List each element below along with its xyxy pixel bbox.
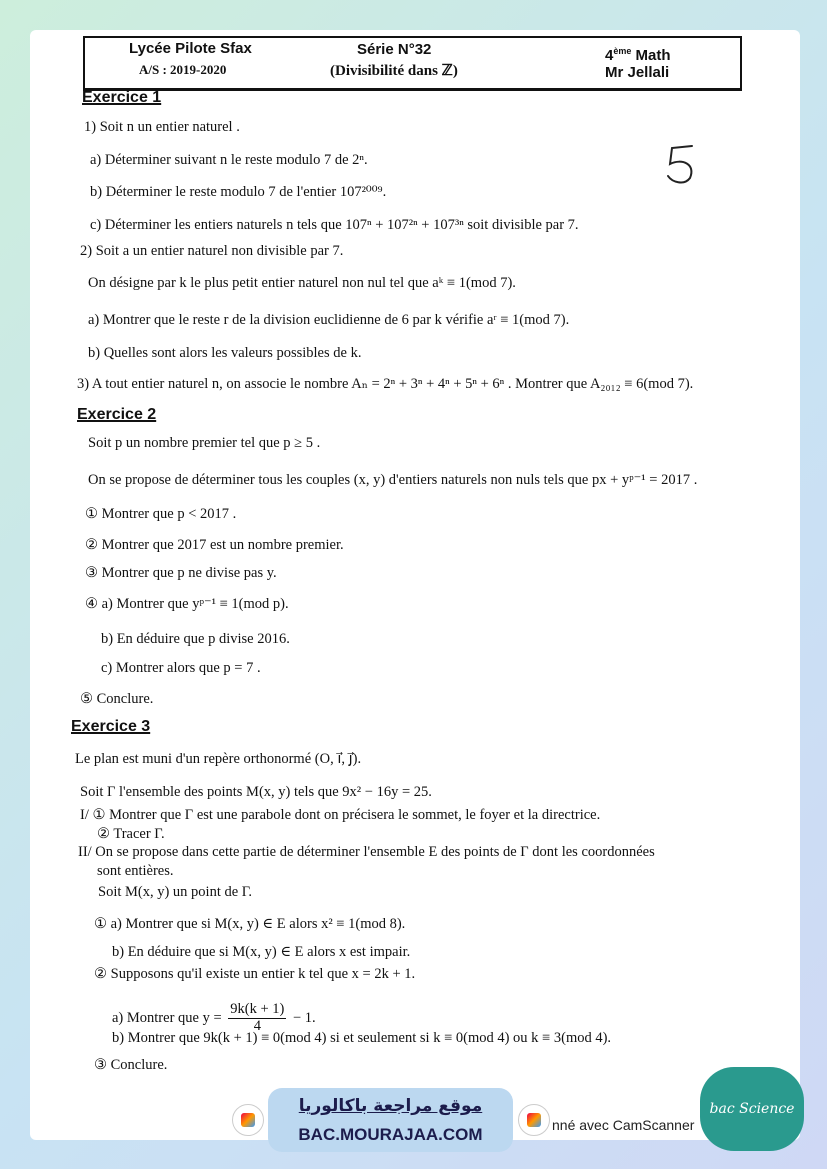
ex1-q1b: b) Déterminer le reste modulo 7 de l'entier 107²⁰⁰⁹. (90, 184, 387, 200)
ex1-q2-text: On désigne par k le plus petit entier naturel non nul tel que aᵏ ≡ 1(mod 7). (88, 275, 516, 291)
ex3-q2a: a) Montrer que y = $\frac{9k(k + 1)}{4}$ − 1. (112, 1001, 316, 1034)
ex1-q1a: a) Déterminer suivant n le reste modulo 7 de 2ⁿ. (90, 152, 368, 168)
site-url-link[interactable]: BAC.MOURAJAA.COM (298, 1125, 483, 1144)
site-banner[interactable] (268, 1088, 513, 1152)
ex3-q3: ③ Conclure. (94, 1057, 168, 1073)
ex1-q2b: b) Quelles sont alors les valeurs possibles de k. (88, 345, 362, 361)
series-topic: (Divisibilité dans ℤ) (330, 63, 458, 79)
ex2-goal: On se propose de déterminer tous les couples (x, y) d'entiers naturels non nuls tels que px + yᵖ⁻¹ = 2017 . (88, 472, 698, 488)
ex3-q2: ② Supposons qu'il existe un entier k tel que x = 2k + 1. (94, 966, 416, 982)
ex2-q1: ① Montrer que p < 2017 . (85, 506, 237, 522)
left-watermark-icon (232, 1104, 264, 1136)
handwritten-grade (662, 140, 702, 190)
school-name: Lycée Pilote Sfax (129, 40, 252, 57)
ex1-q2: 2) Soit a un entier naturel non divisible par 7. (80, 243, 344, 259)
document-page (30, 30, 800, 1140)
header-box (83, 36, 742, 91)
ex2-q4b: b) En déduire que p divise 2016. (101, 631, 290, 647)
exercise-3-title: Exercice 3 (71, 718, 151, 735)
site-name-arabic: موقع مراجعة باكالوريا (298, 1096, 483, 1116)
ex3-q1a: ① a) Montrer que si M(x, y) ∈ E alors x² ≡ 1(mod 8). (94, 916, 406, 932)
ex3-gamma: Soit Γ l'ensemble des points M(x, y) tels que 9x² − 16y = 25. (80, 784, 432, 800)
exercise-2-title: Exercice 2 (77, 406, 157, 423)
ex3-part1-q2: ② Tracer Γ. (97, 826, 165, 842)
ex3-point-m: Soit M(x, y) un point de Γ. (98, 884, 253, 900)
ex1-q2a: a) Montrer que le reste r de la division euclidienne de 6 par k vérifie aʳ ≡ 1(mod 7). (88, 312, 570, 328)
ex3-part2-cont: sont entières. (97, 863, 174, 879)
ex1-q3: 3) A tout entier naturel n, on associe le nombre Aₙ = 2ⁿ + 3ⁿ + 4ⁿ + 5ⁿ + 6ⁿ . Montrer que A₂₀₁₂ ≡ 6(mod 7). (77, 376, 694, 392)
school-year: A/S : 2019-2020 (139, 62, 227, 77)
ex3-intro: Le plan est muni d'un repère orthonormé (O, i⃗, j⃗). (75, 751, 362, 767)
ex3-part2: II/ On se propose dans cette partie de déterminer l'ensemble E des points de Γ dont les coordonnées (78, 844, 655, 860)
ex3-q1b: b) En déduire que si M(x, y) ∈ E alors x est impair. (112, 944, 411, 960)
bac-science-logo: bac Science (700, 1067, 804, 1151)
series-title: Série N°32 (357, 41, 432, 58)
teacher-name: Mr Jellali (605, 64, 670, 81)
ex2-q4a: ④ a) Montrer que yᵖ⁻¹ ≡ 1(mod p). (85, 596, 289, 612)
camscanner-watermark: nné avec CamScanner (552, 1117, 695, 1133)
ex2-q2: ② Montrer que 2017 est un nombre premier. (85, 537, 344, 553)
ex2-q4c: c) Montrer alors que p = 7 . (101, 660, 261, 676)
ex2-q3: ③ Montrer que p ne divise pas y. (85, 565, 277, 581)
ex1-q1c: c) Déterminer les entiers naturels n tels que 107ⁿ + 107²ⁿ + 107³ⁿ soit divisible par 7. (90, 217, 579, 233)
class-level: 4ème Math (605, 46, 671, 64)
ex1-q1: 1) Soit n un entier naturel . (84, 119, 240, 135)
ex2-q5: ⑤ Conclure. (80, 691, 154, 707)
exercise-1-title: Exercice 1 (82, 89, 162, 106)
ex3-part1-q1: I/ ① Montrer que Γ est une parabole dont on précisera le sommet, le foyer et la directrice. (80, 807, 601, 823)
ex2-intro: Soit p un nombre premier tel que p ≥ 5 . (88, 435, 321, 451)
right-watermark-icon (518, 1104, 550, 1136)
ex3-q2b: b) Montrer que 9k(k + 1) ≡ 0(mod 4) si et seulement si k ≡ 0(mod 4) ou k ≡ 3(mod 4). (112, 1030, 612, 1046)
